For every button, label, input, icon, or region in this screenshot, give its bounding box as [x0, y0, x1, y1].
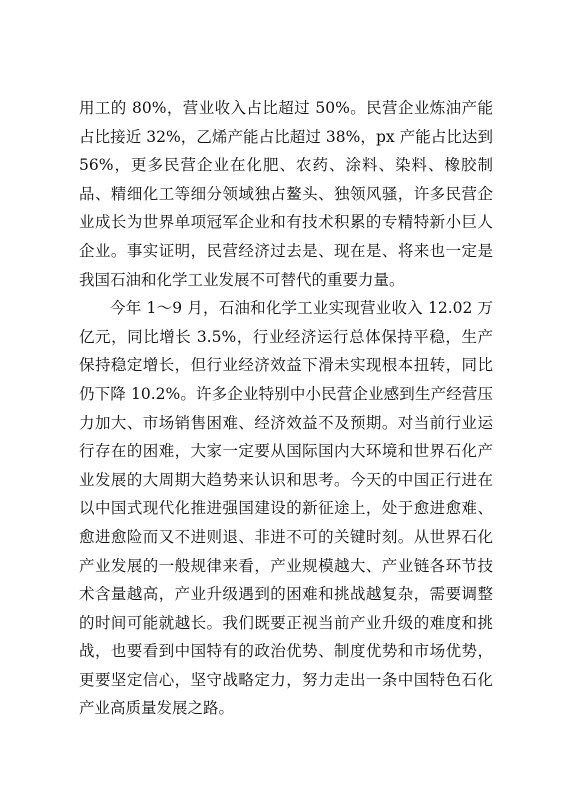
paragraph-industry-operation: 今年 1～9 月，石油和化学工业实现营业收入 12.02 万亿元，同比增长 3.5%，行业经济运行总体保持平稳，生产保持稳定增长，但行业经济效益下滑未实现根本扭转，同比仍下降 10.2%。许多企业特别中小民营企业感到生产经营压力加大、市场销售困难、经济效益不及预期。对当前行业运行存在的困难，大家一定要从国际国内大环境和世界石化产业发展的大周期大趋势来认识和思考。今天的中国正行进在以中国式现代化推进强国建设的新征途上，处于愈进愈难、愈进愈险而又不进则退、非进不可的关键时刻。从世界石化产业发展的一般规律来看，产业规模越大、产业链各环节技术含量越高，产业升级遇到的困难和挑战越复杂，需要调整的时间可能就越长。我们既要正视当前产业升级的难度和挑战，也要看到中国特有的政治优势、制度优势和市场优势，更要坚定信心，坚守战略定力，努力走出一条中国特色石化产业高质量发展之路。: [79, 299, 493, 718]
paragraph-continuation: 用工的 80%，营业收入占比超过 50%。民营企业炼油产能占比接近 32%，乙烯产能占比超过 38%，px 产能占比达到 56%，更多民营企业在化肥、农药、涂料、染料、橡胶制品、精细化工等细分领域独占鳌头、独领风骚，许多民营企业成长为世界单项冠军企业和有技术积累的专精特新小巨人企业。事实证明，民营经济过去是、现在是、将来也一定是我国石油和化学工业发展不可替代的重要力量。: [79, 99, 493, 289]
document-body: [79, 94, 493, 723]
